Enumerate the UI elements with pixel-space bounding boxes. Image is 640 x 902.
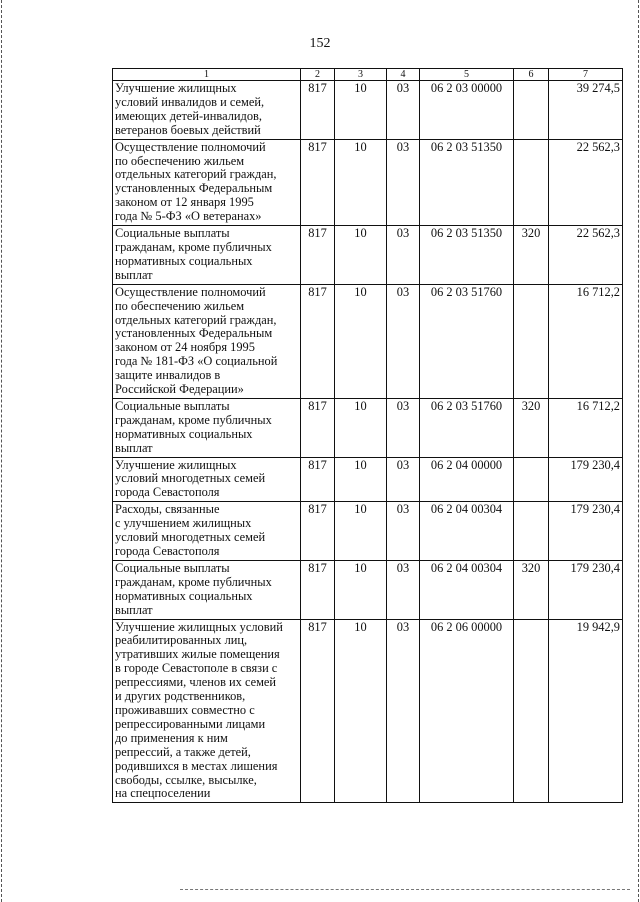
table-row <box>113 226 623 285</box>
expense-type-cell <box>514 81 549 140</box>
table-row <box>113 139 623 225</box>
target-article-cell: 06 2 04 00304 <box>420 502 514 561</box>
header-col-4: 4 <box>387 69 420 81</box>
expense-name-line: года № 181-ФЗ «О социальной <box>115 354 278 369</box>
amount-cell: 179 230,4 <box>549 457 623 502</box>
amount-cell: 22 562,3 <box>549 139 623 225</box>
section-code-cell: 10 <box>335 502 387 561</box>
amount-cell: 16 712,2 <box>549 398 623 457</box>
table-row <box>113 502 623 561</box>
header-col-2: 2 <box>301 69 335 81</box>
section-code-cell: 10 <box>335 619 387 803</box>
amount-cell: 179 230,4 <box>549 502 623 561</box>
expense-name-line: отдельных категорий граждан, <box>115 167 277 182</box>
target-article-cell: 06 2 06 00000 <box>420 619 514 803</box>
expense-type-cell <box>514 139 549 225</box>
expense-name-cell <box>113 502 301 561</box>
expense-type-cell: 320 <box>514 560 549 619</box>
expense-name-line: по обеспечению жильем <box>115 153 245 168</box>
expense-name-line: в городе Севастополе в связи с <box>115 661 278 676</box>
section-code-cell: 10 <box>335 457 387 502</box>
expense-name-line: Улучшение жилищных <box>115 457 237 472</box>
grbs-code-cell: 817 <box>301 619 335 803</box>
expense-name-line: нормативных социальных <box>115 426 253 441</box>
section-code-cell: 10 <box>335 139 387 225</box>
expense-name-line: по обеспечению жильем <box>115 298 245 313</box>
header-col-6: 6 <box>514 69 549 81</box>
expense-name-line: условий многодетных семей <box>115 530 266 545</box>
table-row <box>113 284 623 398</box>
expense-name-line: условий инвалидов и семей, <box>115 94 265 109</box>
expense-name-line: родившихся в местах лишения <box>115 758 278 773</box>
target-article-cell: 06 2 03 51760 <box>420 284 514 398</box>
subsection-code-cell: 03 <box>387 398 420 457</box>
expense-name-line: и других родственников, <box>115 689 246 704</box>
grbs-code-cell: 817 <box>301 457 335 502</box>
scan-edge-left <box>1 0 2 902</box>
target-article-cell: 06 2 03 51350 <box>420 139 514 225</box>
table-row <box>113 619 623 803</box>
target-article-cell: 06 2 04 00304 <box>420 560 514 619</box>
scan-edge-bottom <box>180 889 630 890</box>
expense-name-line: с улучшением жилищных <box>115 516 252 531</box>
subsection-code-cell: 03 <box>387 502 420 561</box>
amount-cell: 16 712,2 <box>549 284 623 398</box>
expense-name-line: гражданам, кроме публичных <box>115 574 272 589</box>
grbs-code-cell: 817 <box>301 284 335 398</box>
expense-name-line: Улучшение жилищных условий <box>115 619 283 634</box>
expense-type-cell <box>514 284 549 398</box>
subsection-code-cell: 03 <box>387 560 420 619</box>
subsection-code-cell: 03 <box>387 457 420 502</box>
expense-name-line: гражданам, кроме публичных <box>115 412 272 427</box>
amount-cell: 179 230,4 <box>549 560 623 619</box>
section-code-cell: 10 <box>335 560 387 619</box>
expense-name-line: выплат <box>115 267 153 282</box>
subsection-code-cell: 03 <box>387 226 420 285</box>
grbs-code-cell: 817 <box>301 81 335 140</box>
table-row <box>113 398 623 457</box>
expense-name-cell <box>113 284 301 398</box>
section-code-cell: 10 <box>335 226 387 285</box>
amount-cell: 39 274,5 <box>549 81 623 140</box>
expense-name-line: отдельных категорий граждан, <box>115 312 277 327</box>
subsection-code-cell: 03 <box>387 284 420 398</box>
expense-name-line: выплат <box>115 440 153 455</box>
expense-name-line: утративших жилые помещения <box>115 647 280 662</box>
expense-name-line: Российской Федерации» <box>115 382 244 397</box>
expense-name-line: нормативных социальных <box>115 253 253 268</box>
expense-name-line: имеющих детей-инвалидов, <box>115 108 262 123</box>
expense-name-line: репрессиями, членов их семей <box>115 675 277 690</box>
header-col-7: 7 <box>549 69 623 81</box>
grbs-code-cell: 817 <box>301 560 335 619</box>
table-row <box>113 457 623 502</box>
expense-name-line: города Севастополя <box>115 544 220 558</box>
expense-name-line: репрессий, а также детей, <box>115 744 251 759</box>
grbs-code-cell: 817 <box>301 139 335 225</box>
table-body <box>113 81 623 803</box>
expense-name-line: выплат <box>115 602 153 617</box>
expense-type-cell <box>514 619 549 803</box>
expense-type-cell: 320 <box>514 398 549 457</box>
expense-name-cell <box>113 226 301 285</box>
expense-name-line: свободы, ссылке, высылке, <box>115 772 257 787</box>
expense-name-cell <box>113 81 301 140</box>
expense-name-line: Расходы, связанные <box>115 502 220 517</box>
expense-name-cell <box>113 619 301 803</box>
expense-name-line: реабилитированных лиц, <box>115 633 248 648</box>
section-code-cell: 10 <box>335 81 387 140</box>
expense-name-cell <box>113 139 301 225</box>
grbs-code-cell: 817 <box>301 398 335 457</box>
amount-cell: 22 562,3 <box>549 226 623 285</box>
expense-name-line: Социальные выплаты <box>115 226 230 241</box>
target-article-cell: 06 2 03 51760 <box>420 398 514 457</box>
expense-name-cell <box>113 398 301 457</box>
target-article-cell: 06 2 04 00000 <box>420 457 514 502</box>
page-number: 152 <box>309 36 331 51</box>
header-col-3: 3 <box>335 69 387 81</box>
scan-edge-right <box>638 0 639 902</box>
target-article-cell: 06 2 03 00000 <box>420 81 514 140</box>
expense-name-line: Осуществление полномочий <box>115 139 266 154</box>
expense-name-line: законом от 24 ноября 1995 <box>115 340 255 355</box>
section-code-cell: 10 <box>335 398 387 457</box>
expense-name-line: Социальные выплаты <box>115 560 230 575</box>
expense-type-cell: 320 <box>514 226 549 285</box>
table-row <box>113 81 623 140</box>
expense-name-line: законом от 12 января 1995 <box>115 195 254 210</box>
expense-name-line: установленных Федеральным <box>115 326 273 341</box>
expense-name-cell <box>113 457 301 502</box>
budget-table <box>112 68 623 803</box>
header-row <box>113 69 623 81</box>
grbs-code-cell: 817 <box>301 226 335 285</box>
header-col-5: 5 <box>420 69 514 81</box>
expense-name-line: Улучшение жилищных <box>115 81 237 95</box>
expense-name-line: гражданам, кроме публичных <box>115 239 272 254</box>
header-col-1: 1 <box>113 69 301 81</box>
expense-name-line: установленных Федеральным <box>115 181 273 196</box>
expense-name-cell <box>113 560 301 619</box>
target-article-cell: 06 2 03 51350 <box>420 226 514 285</box>
expense-name-line: нормативных социальных <box>115 588 253 603</box>
expense-type-cell <box>514 502 549 561</box>
amount-cell: 19 942,9 <box>549 619 623 803</box>
table-row <box>113 560 623 619</box>
expense-name-line: на спецпоселении <box>115 786 211 801</box>
expense-name-line: репрессированными лицами <box>115 716 266 731</box>
expense-name-line: года № 5-ФЗ «О ветеранах» <box>115 209 262 224</box>
expense-name-line: условий многодетных семей <box>115 471 266 486</box>
subsection-code-cell: 03 <box>387 619 420 803</box>
expense-type-cell <box>514 457 549 502</box>
expense-name-line: города Севастополя <box>115 485 220 500</box>
expense-name-line: проживавших совместно с <box>115 702 255 717</box>
expense-name-line: до применения к ним <box>115 730 228 745</box>
subsection-code-cell: 03 <box>387 139 420 225</box>
expense-name-line: Социальные выплаты <box>115 398 230 413</box>
subsection-code-cell: 03 <box>387 81 420 140</box>
expense-name-line: защите инвалидов в <box>115 368 221 383</box>
section-code-cell: 10 <box>335 284 387 398</box>
expense-name-line: Осуществление полномочий <box>115 284 266 299</box>
expense-name-line: ветеранов боевых действий <box>115 122 261 137</box>
grbs-code-cell: 817 <box>301 502 335 561</box>
